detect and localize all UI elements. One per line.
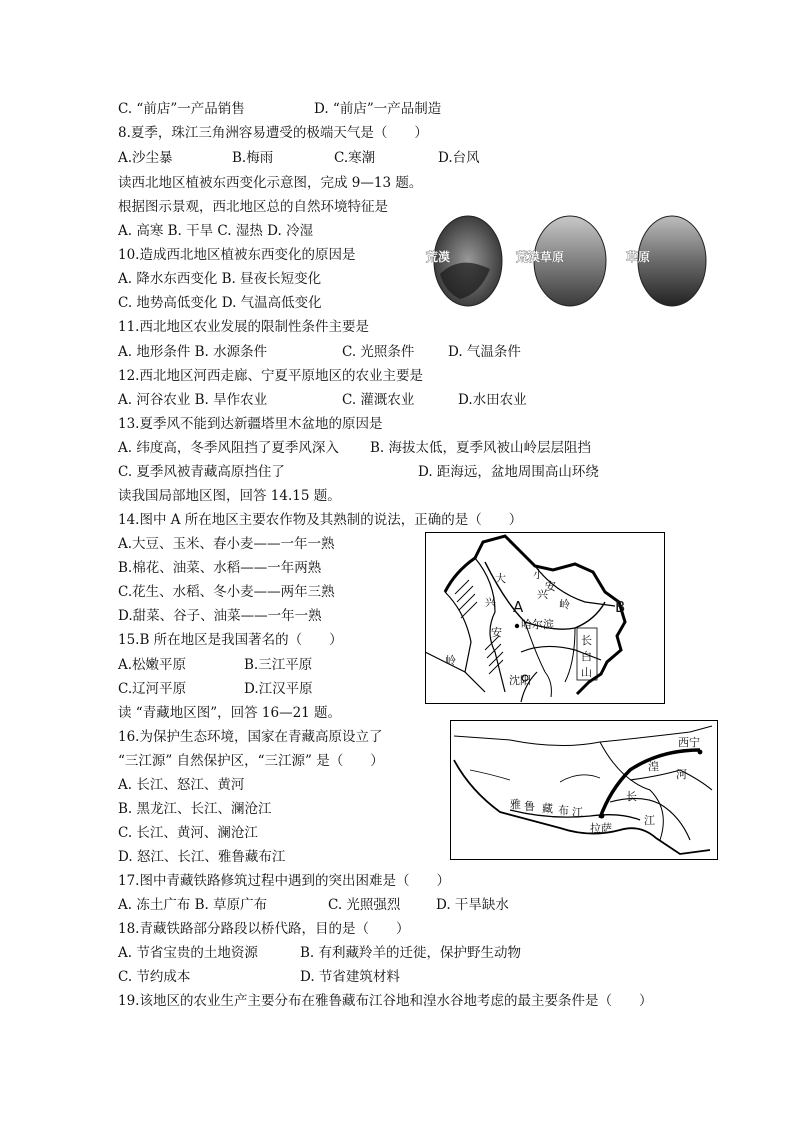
label-xiao: 小 bbox=[533, 568, 544, 581]
text-segment: D. “前店”一产品制造 bbox=[314, 101, 442, 117]
label-shan: 山 bbox=[581, 666, 592, 679]
text-segment: 读西北地区植被东西变化示意图，完成 9—13 题。 bbox=[118, 175, 423, 191]
label-xing1: 兴 bbox=[485, 596, 496, 609]
text-segment: 18.青藏铁路部分路段以桥代路，目的是（ ） bbox=[118, 921, 410, 937]
text-segment: A.沙尘暴 bbox=[118, 150, 173, 166]
text-segment: 13.夏季风不能到达新疆塔里木盆地的原因是 bbox=[118, 416, 383, 432]
text-segment: A. 纬度高，冬季风阻挡了夏季风深入 bbox=[118, 440, 339, 456]
text-segment: D. 怒江、长江、雅鲁藏布江 bbox=[118, 849, 286, 865]
text-segment: A. 高寒 B. 干旱 C. 湿热 D. 冷湿 bbox=[118, 223, 314, 239]
text-segment: A.大豆、玉米、春小麦——一年一熟 bbox=[118, 536, 335, 552]
text-segment: D.台风 bbox=[438, 150, 480, 166]
label-chang2: 长 bbox=[626, 790, 637, 803]
northeast-map bbox=[425, 532, 665, 704]
text-segment: 8.夏季，珠江三角洲容易遭受的极端天气是（ ） bbox=[118, 125, 428, 141]
text-segment: A. 河谷农业 B. 旱作农业 bbox=[118, 392, 268, 408]
label-jiang1: 江 bbox=[572, 806, 583, 819]
label-xing2: 兴 bbox=[537, 588, 548, 601]
text-segment: C. 灌溉农业 bbox=[342, 392, 415, 408]
label-da: 大 bbox=[495, 572, 506, 585]
label-desert: 荒漠 bbox=[426, 250, 451, 264]
text-segment: B.梅雨 bbox=[232, 150, 274, 166]
text-segment: C. “前店”一产品销售 bbox=[118, 101, 245, 117]
text-segment: C.花生、水稻、冬小麦——两年三熟 bbox=[118, 584, 335, 600]
text-segment: C. 地势高低变化 D. 气温高低变化 bbox=[118, 295, 322, 311]
text-segment: A. 降水东西变化 B. 昼夜长短变化 bbox=[118, 271, 322, 287]
text-segment: D. 干旱缺水 bbox=[436, 897, 509, 913]
text-segment: 根据图示景观，西北地区总的自然环境特征是 bbox=[118, 199, 388, 215]
text-segment: 12.西北地区河西走廊、宁夏平原地区的农业主要是 bbox=[118, 368, 423, 384]
label-desert-steppe: 荒漠草原 bbox=[516, 250, 565, 264]
text-segment: A.松嫩平原 bbox=[118, 657, 187, 673]
label-shenyang: 沈阳 bbox=[509, 674, 531, 687]
text-segment: C. 夏季风被青藏高原挡住了 bbox=[118, 464, 285, 480]
label-ling2: 岭 bbox=[559, 598, 570, 611]
label-xining: 西宁 bbox=[678, 736, 700, 749]
label-huang: 湟 bbox=[648, 760, 659, 773]
text-segment: C. 光照条件 bbox=[342, 344, 415, 360]
text-segment: 16.为保护生态环境，国家在青藏高原设立了 bbox=[118, 729, 383, 745]
label-bai: 白 bbox=[581, 650, 592, 663]
label-he: 河 bbox=[676, 768, 687, 781]
text-segment: “三江源” 自然保护区，“三江源” 是（ ） bbox=[118, 753, 384, 769]
text-segment: A. 节省宝贵的土地资源 bbox=[118, 945, 258, 961]
text-segment: 读 “青藏地区图”，回答 16—21 题。 bbox=[118, 705, 342, 721]
text-segment: 10.造成西北地区植被东西变化的原因是 bbox=[118, 247, 356, 263]
text-segment: D.甜菜、谷子、油菜——一年一熟 bbox=[118, 608, 322, 624]
label-bu: 布 bbox=[558, 804, 569, 817]
vegetation-figure bbox=[420, 214, 710, 308]
text-segment: C. 长江、黄河、澜沧江 bbox=[118, 825, 258, 841]
text-segment: C.辽河平原 bbox=[118, 681, 187, 697]
label-lhasa: 拉萨 bbox=[590, 822, 612, 835]
label-harbin: 哈尔滨 bbox=[521, 618, 554, 631]
text-segment: C. 光照强烈 bbox=[328, 897, 401, 913]
text-segment: 读我国局部地区图，回答 14.15 题。 bbox=[118, 488, 341, 504]
label-region-a: A bbox=[513, 598, 524, 616]
label-an1: 安 bbox=[491, 626, 502, 639]
label-zang: 藏 bbox=[542, 802, 553, 815]
text-segment: B. 海拔太低，夏季风被山岭层层阻挡 bbox=[370, 440, 592, 456]
text-segment: 14.图中 A 所在地区主要农作物及其熟制的说法，正确的是（ ） bbox=[118, 512, 523, 528]
text-segment: A. 地形条件 B. 水源条件 bbox=[118, 344, 268, 360]
label-lu: 鲁 bbox=[524, 800, 535, 813]
text-segment: 11.西北地区农业发展的限制性条件主要是 bbox=[118, 319, 369, 335]
text-segment: D.水田农业 bbox=[458, 392, 527, 408]
text-segment: 19.该地区的农业生产主要分布在雅鲁藏布江谷地和湟水谷地考虑的最主要条件是（ ） bbox=[118, 993, 653, 1009]
label-chang: 长 bbox=[581, 634, 592, 647]
text-segment: B. 黑龙江、长江、澜沧江 bbox=[118, 801, 272, 817]
text-segment: D.江汉平原 bbox=[244, 681, 313, 697]
label-ya: 雅 bbox=[510, 798, 521, 811]
tibet-map bbox=[450, 720, 718, 860]
label-ling1: 岭 bbox=[445, 654, 456, 667]
text-segment: D. 节省建筑材料 bbox=[300, 969, 400, 985]
text-segment: A. 冻土广布 B. 草原广布 bbox=[118, 897, 268, 913]
text-segment: 17.图中青藏铁路修筑过程中遇到的突出困难是（ ） bbox=[118, 873, 450, 889]
text-segment: C. 节约成本 bbox=[118, 969, 191, 985]
label-steppe: 草原 bbox=[626, 250, 651, 264]
label-jiang2: 江 bbox=[644, 814, 655, 827]
text-segment: 15.B 所在地区是我国著名的（ ） bbox=[118, 632, 343, 648]
label-an2: 安 bbox=[545, 580, 556, 593]
text-segment: D. 距海远，盆地周围高山环绕 bbox=[418, 464, 599, 480]
text-segment: B. 有利藏羚羊的迁徙，保护野生动物 bbox=[300, 945, 522, 961]
text-segment: B.三江平原 bbox=[244, 657, 313, 673]
text-segment: D. 气温条件 bbox=[448, 344, 521, 360]
text-segment: B.棉花、油菜、水稻——一年两熟 bbox=[118, 560, 322, 576]
label-region-b: B bbox=[615, 598, 626, 616]
text-segment: A. 长江、怒江、黄河 bbox=[118, 777, 245, 793]
text-segment: C.寒潮 bbox=[334, 150, 376, 166]
